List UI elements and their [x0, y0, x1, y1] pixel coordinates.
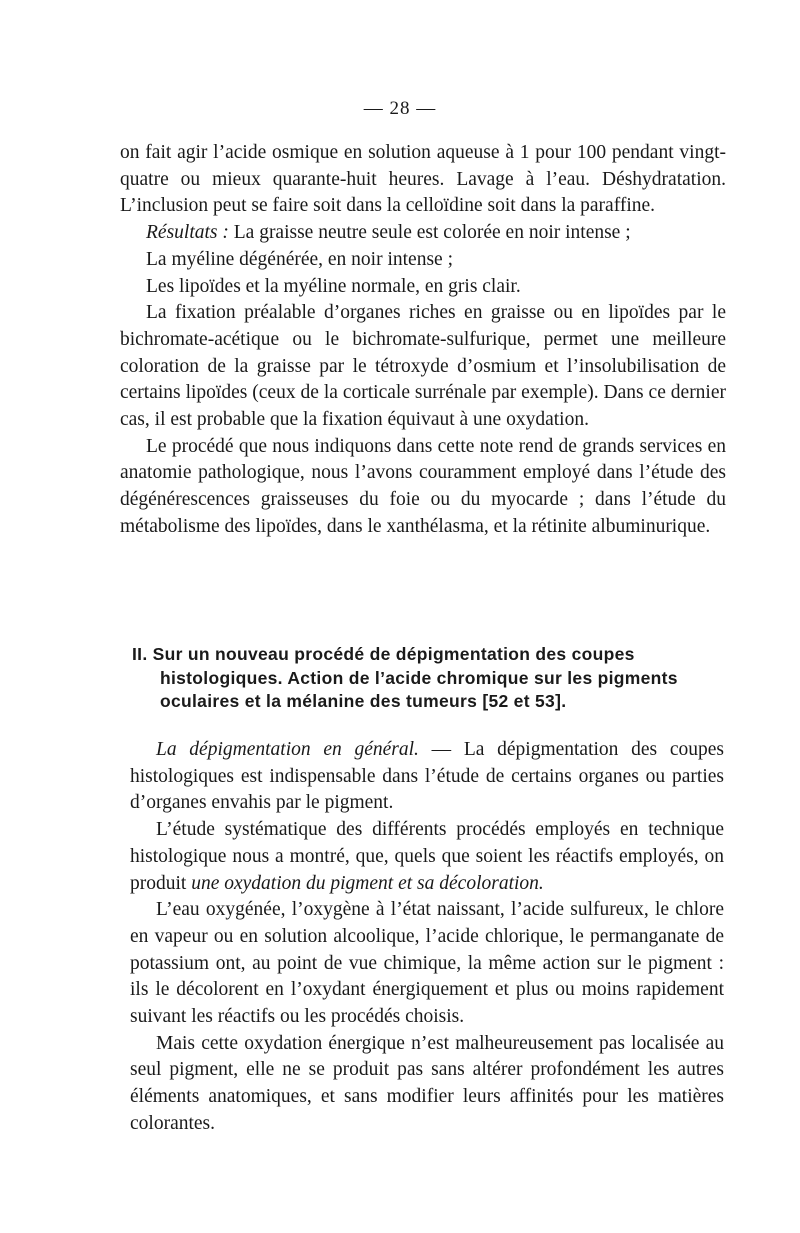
paragraph-oxidation-limits: Mais cette oxydation énergique n’est malheureusement pas localisée au seul pigment, elle ne se produit pas sans altérer profondément les autres éléments anatomiques, et sans modifier leurs affinités pour les matières colorantes.	[130, 1032, 724, 1134]
line-lipoides: Les lipoïdes et la myéline normale, en gris clair.	[146, 275, 521, 297]
depigmentation-text: — La dépigmentation des coupes histologiques est indispensable dans l’étude de certains organes ou parties d’organes envahis par le pigment.	[130, 739, 724, 814]
paragraph-oxidizers: L’eau oxygénée, l’oxygène à l’état naissant, l’acide sulfureux, le chlore en vapeur ou en solution alcoolique, l’acide chlorique, le permanganate de potassium ont, au point de vue chimique, la même action sur le pigment : ils le décolorent en l’oxydant énergiquement et plus ou moins rapidement suivant les réactifs ou les procédés choisis.	[130, 899, 724, 1028]
section-heading: II. Sur un nouveau procédé de dépigmentation des coupes histologiques. Action de l’acide chromique sur les pigments oculaires et la mélanine des tumeurs [52 et 53].	[132, 644, 678, 711]
intro-text-block	[120, 140, 726, 541]
section-text-block	[130, 737, 724, 1138]
paragraph-fixation: La fixation préalable d’organes riches en graisse ou en lipoïdes par le bichromate-acétique ou le bichromate-sulfurique, permet une meilleure coloration de la graisse par le tétroxyde d’osmium et l’insolubilisation de certains lipoïdes (ceux de la corticale surrénale par exemple). Dans ce dernier cas, il est probable que la fixation équivaut à une oxydation.	[120, 302, 726, 431]
depigmentation-label: La dépigmentation en général.	[156, 739, 419, 760]
systematic-study-text: L’étude systématique des différents procédés employés en technique histologique nous a montré, que, quels que soient les réactifs employés, on produit	[130, 819, 724, 894]
paragraph-depigmentation	[130, 737, 724, 817]
page-number: — 28 —	[363, 98, 437, 119]
results-text: La graisse neutre seule est colorée en noir intense ;	[228, 222, 631, 244]
results-label: Résultats :	[146, 222, 229, 244]
paragraph-results	[120, 220, 726, 247]
paragraph-osmic-acid: on fait agir l’acide osmique en solution aqueuse à 1 pour 100 pendant vingt-quatre ou mieux quarante-huit heures. Lavage à l’eau. Déshydratation. L’inclusion peut se faire soit dans la celloïdine soit dans la paraffine.	[120, 142, 726, 217]
oxidation-phrase: une oxydation du pigment et sa décoloration.	[191, 872, 544, 894]
paragraph-systematic-study	[130, 817, 724, 897]
paragraph-procede: Le procédé que nous indiquons dans cette note rend de grands services en anatomie pathologique, nous l’avons couramment employé dans l’étude des dégénérescences graisseuses du foie ou du myocarde ; dans l’étude du métabolisme des lipoïdes, dans le xanthélasma, et la rétinite albuminurique.	[120, 435, 726, 537]
line-myeline: La myéline dégénérée, en noir intense ;	[146, 248, 453, 270]
